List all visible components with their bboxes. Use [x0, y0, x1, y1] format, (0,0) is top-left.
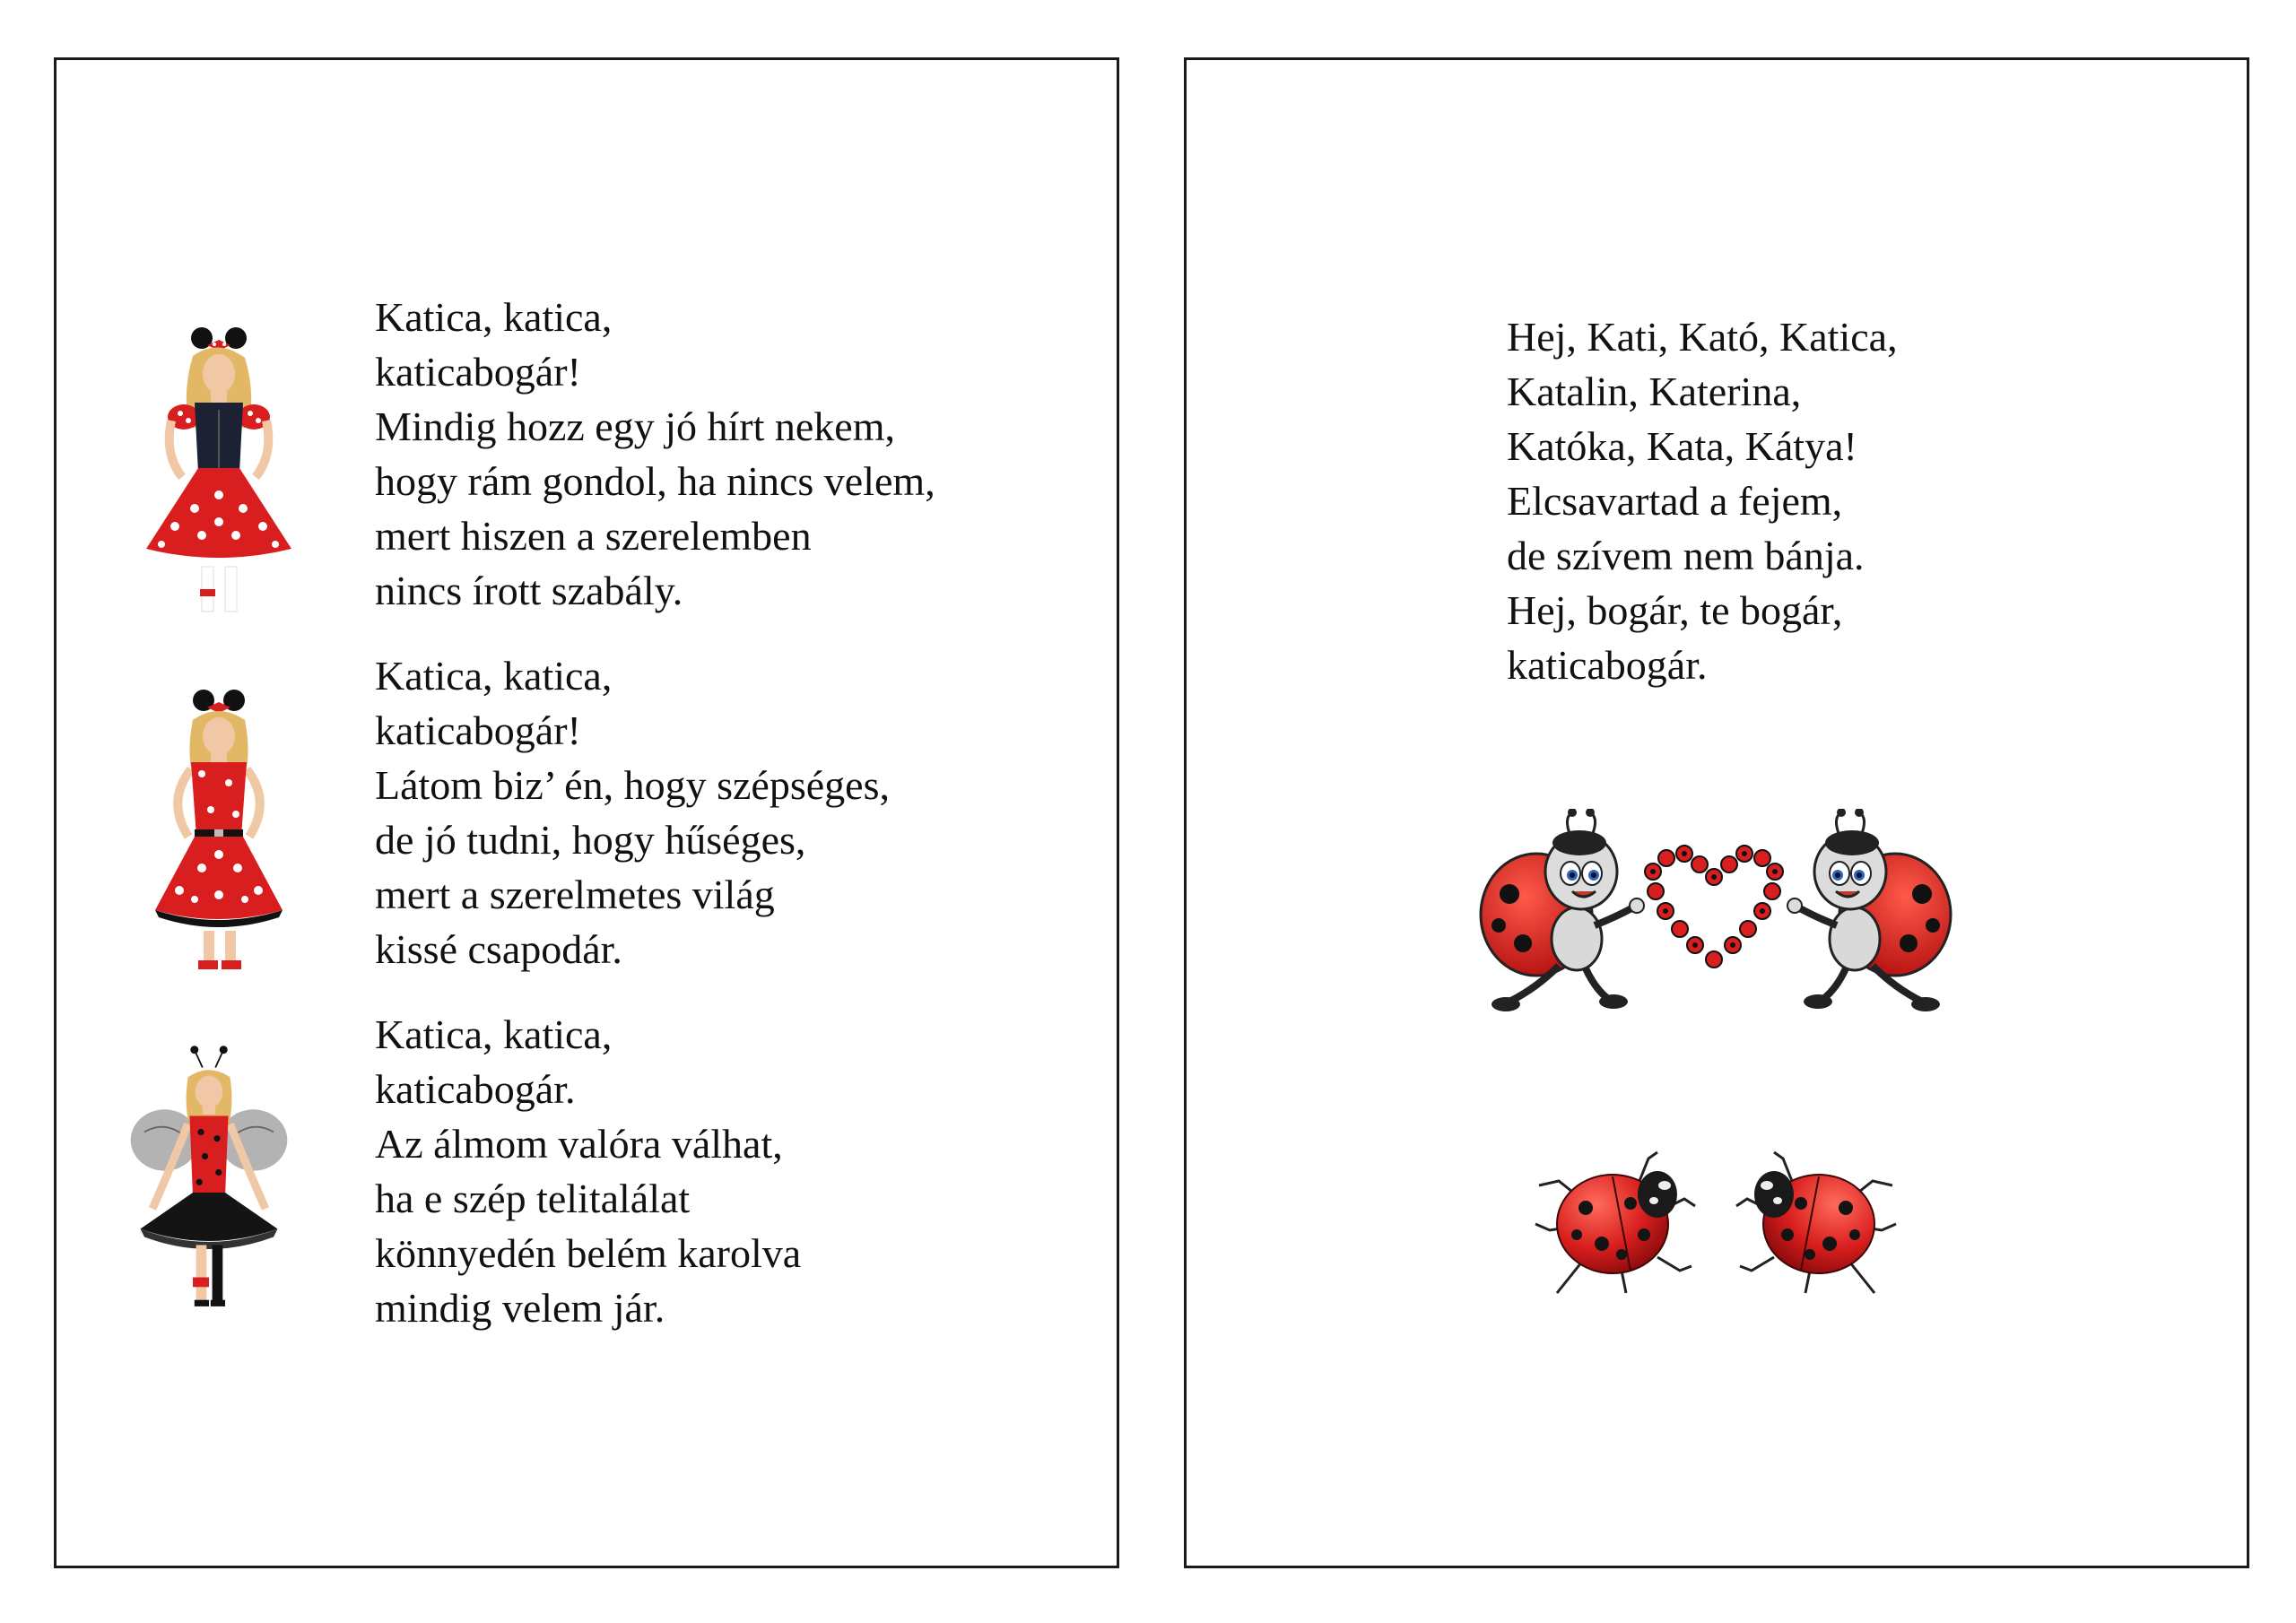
right-cartoon-ladybug [1787, 809, 1951, 1011]
heart-of-ladybugs [1645, 846, 1783, 968]
right-stanza [1507, 309, 1898, 692]
stanza-line: Katica, katica, [375, 1011, 613, 1057]
two-ladybugs-illustration [1532, 1145, 1900, 1302]
ladybugs-heart-illustration [1474, 809, 1958, 1024]
stanza-1 [375, 290, 935, 618]
stanza-line: katicabogár! [375, 349, 581, 395]
left-ladybug [1535, 1152, 1695, 1293]
stanza-line: Hej, bogár, te bogár, [1507, 587, 1843, 633]
stanza-line: Hej, Kati, Kató, Katica, [1507, 314, 1898, 360]
stanza-line: Katalin, Katerina, [1507, 369, 1802, 414]
stanza-line: katicabogár. [1507, 642, 1708, 688]
stanza-line: Az álmom valóra válhat, [375, 1121, 783, 1167]
right-ladybug [1736, 1152, 1896, 1293]
minnie-costume-figure [139, 320, 300, 616]
left-cartoon-ladybug [1481, 809, 1644, 1011]
stanza-line: Katica, katica, [375, 294, 613, 340]
stanza-line: Mindig hozz egy jó hírt nekem, [375, 404, 895, 449]
right-page [1184, 57, 2249, 1568]
stanza-line: nincs írott szabály. [375, 568, 683, 613]
left-page [54, 57, 1119, 1568]
stanza-line: de szívem nem bánja. [1507, 533, 1865, 578]
stanza-line: katicabogár! [375, 707, 581, 753]
stanza-line: Látom biz’ én, hogy szépséges, [375, 762, 890, 808]
ladybug-wings-costume-figure [128, 1028, 290, 1324]
stanza-line: mert hiszen a szerelemben [375, 513, 812, 559]
stanza-line: de jó tudni, hogy hűséges, [375, 817, 806, 863]
stanza-line: Katóka, Kata, Kátya! [1507, 423, 1857, 469]
stanza-line: Katica, katica, [375, 653, 613, 699]
stanza-3 [375, 1007, 801, 1335]
stanza-line: katicabogár. [375, 1066, 576, 1112]
stanza-line: mert a szerelmetes világ [375, 872, 775, 917]
stanza-line: kissé csapodár. [375, 926, 622, 972]
stanza-line: hogy rám gondol, ha nincs velem, [375, 458, 935, 504]
stanza-2 [375, 648, 890, 976]
stanza-line: Elcsavartad a fejem, [1507, 478, 1843, 524]
stanza-line: könnyedén belém karolva [375, 1230, 802, 1276]
stanza-line: ha e szép telitalálat [375, 1176, 691, 1221]
polka-dot-dress-figure [139, 675, 300, 971]
stanza-line: mindig velem jár. [375, 1285, 665, 1331]
